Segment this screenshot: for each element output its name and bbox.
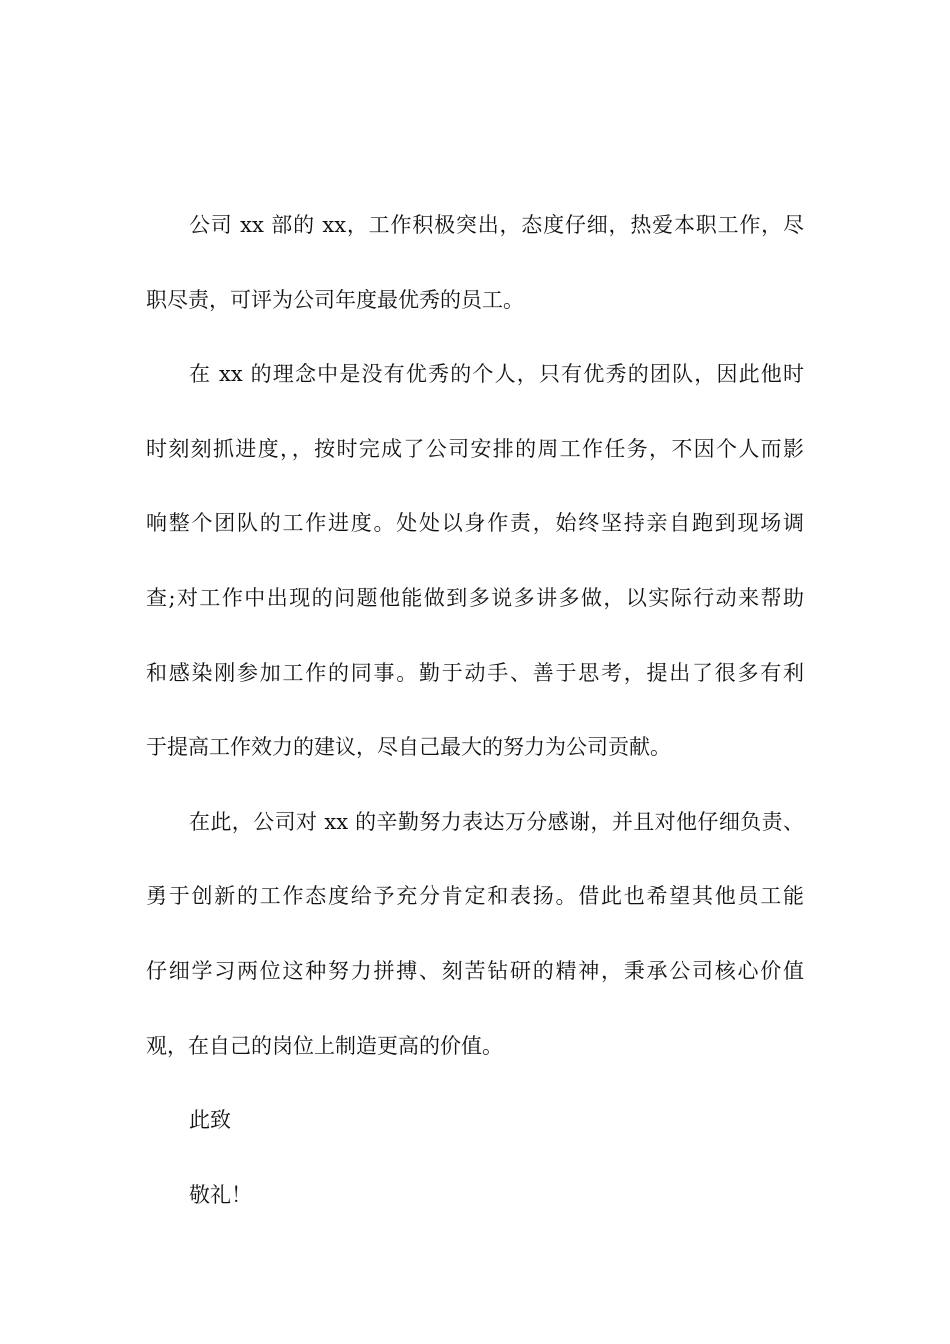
paragraph-3-line-3: 仔细学习两位这种努力拼搏、刻苦钻研的精神，秉承公司核心价值 <box>146 958 804 983</box>
paragraph-2-line-6: 于提高工作效力的建议，尽自己最大的努力为公司贡献。 <box>146 735 671 760</box>
paragraph-3-line-2: 勇于创新的工作态度给予充分肯定和表扬。借此也希望其他员工能 <box>146 884 804 909</box>
closing-line-1: 此致 <box>189 1108 231 1133</box>
paragraph-2-line-1: 在 xx 的理念中是没有优秀的个人，只有优秀的团队，因此他时 <box>189 362 804 387</box>
paragraph-2-line-3: 响整个团队的工作进度。处处以身作责，始终坚持亲自跑到现场调 <box>146 511 804 536</box>
paragraph-1-line-1: 公司 xx 部的 xx，工作积极突出，态度仔细，热爱本职工作，尽 <box>189 213 804 237</box>
paragraph-2-line-2: 时刻刻抓进度，，按时完成了公司安排的周工作任务，不因个人而影 <box>146 436 804 461</box>
letter-body <box>146 203 808 1247</box>
paragraph-1-line-2: 职尽责，可评为公司年度最优秀的员工。 <box>146 287 524 312</box>
closing-line-2: 敬礼！ <box>189 1182 252 1207</box>
paragraph-2-line-5: 和感染刚参加工作的同事。勤于动手、善于思考，提出了很多有利 <box>146 660 804 685</box>
paragraph-3-line-4: 观，在自己的岗位上制造更高的价值。 <box>146 1033 503 1058</box>
paragraph-3-line-1: 在此，公司对 xx 的辛勤努力表达万分感谢，并且对他仔细负责、 <box>189 809 804 834</box>
paragraph-2-line-4: 查;对工作中出现的问题他能做到多说多讲多做，以实际行动来帮助 <box>146 585 804 610</box>
